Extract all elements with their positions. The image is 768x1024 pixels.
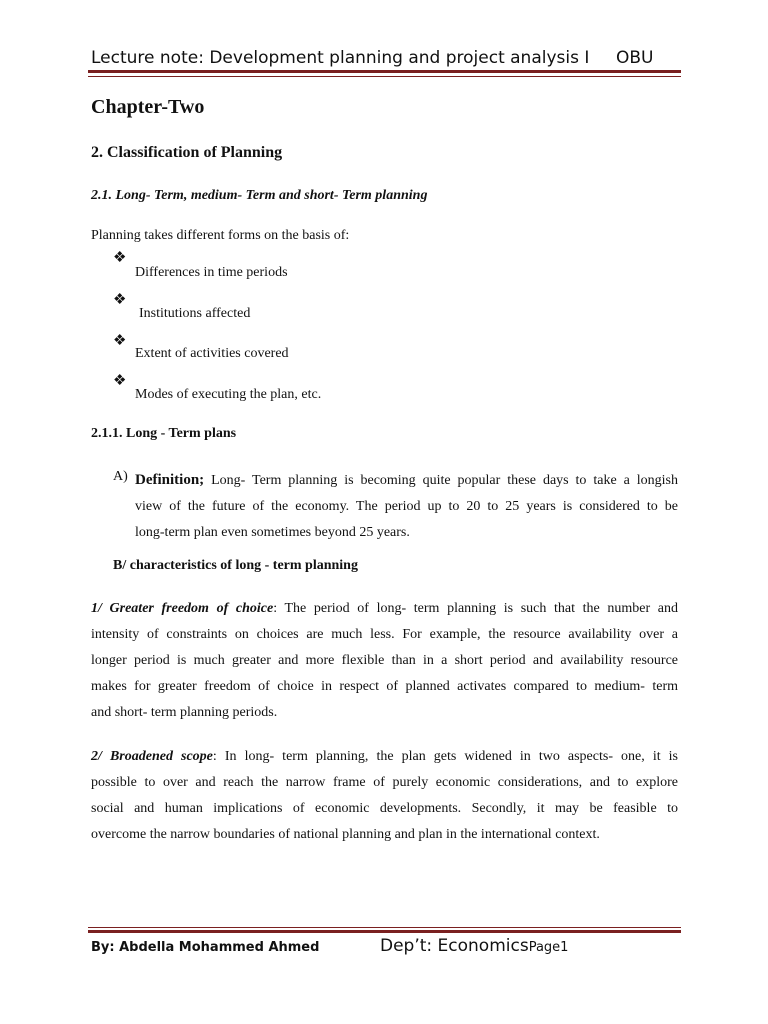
definition-label: Definition;: [135, 472, 205, 488]
section-heading: 2. Classification of Planning: [91, 144, 283, 161]
footer-rule-thin: [88, 927, 681, 928]
footer-rule-thick: [88, 930, 681, 933]
header-institution: OBU: [616, 48, 654, 68]
point1-paragraph: [91, 596, 678, 726]
definition-line: [135, 467, 678, 494]
header-rule-thick: [88, 70, 681, 73]
definition-marker: A): [113, 469, 128, 484]
header-rule-thin: [88, 76, 681, 77]
chapter-title: Chapter-Two: [91, 96, 205, 118]
point1-line: longer period is much greater and more flexible than in a short period and availability resource: [91, 653, 678, 668]
bullet-icon: ❖: [113, 292, 127, 308]
footer-dept-label: Dep’t: Economics: [380, 936, 529, 956]
point2-line: overcome the narrow boundaries of national planning and plan in the international context.: [91, 827, 600, 842]
bullet-item: Differences in time periods: [135, 265, 288, 280]
header-title: Lecture note: Development planning and project analysis I: [91, 48, 590, 68]
definition-block: [135, 467, 678, 546]
point1-line: intensity of constraints on choices are much less. For example, the resource availability over a: [91, 627, 678, 642]
bullet-item: Institutions affected: [139, 306, 251, 321]
bullet-icon: ❖: [113, 373, 127, 389]
point2-label: 2/ Broadened scope: [91, 749, 213, 764]
bullet-icon: ❖: [113, 250, 127, 266]
point1-line: makes for greater freedom of choice in respect of planned activates compared to medium- term: [91, 679, 678, 694]
bullet-icon: ❖: [113, 333, 127, 349]
page-number: Page1: [528, 940, 569, 955]
point2-line-text: : In long- term planning, the plan gets widened in two aspects- one, it is: [212, 749, 679, 764]
point2-paragraph: [91, 744, 678, 848]
point2-line: possible to over and reach the narrow frame of purely economic considerations, and to explore: [91, 775, 678, 790]
point1-label: 1/ Greater freedom of choice: [91, 601, 274, 616]
characteristics-heading: B/ characteristics of long - term planning: [113, 558, 358, 573]
definition-line: long-term plan even sometimes beyond 25 years.: [135, 525, 410, 540]
bullet-item: Extent of activities covered: [135, 346, 289, 361]
subsubsection-heading: 2.1.1. Long - Term plans: [91, 426, 237, 441]
point1-line: [91, 596, 678, 622]
point1-line-text: : The period of long- term planning is such that the number and: [273, 601, 678, 616]
point2-line: [91, 744, 678, 770]
definition-line-text: Long- Term planning is becoming quite popular these days to take a longish: [211, 473, 678, 488]
subsection-heading: 2.1. Long- Term, medium- Term and short- Term planning: [91, 188, 428, 203]
bullet-item: Modes of executing the plan, etc.: [135, 387, 322, 402]
footer-department: [380, 936, 568, 956]
point1-line: and short- term planning periods.: [91, 705, 278, 720]
point2-line: social and human implications of economic developments. Secondly, it may be feasible to: [91, 801, 678, 816]
footer-author: By: Abdella Mohammed Ahmed: [91, 940, 320, 955]
intro-text: Planning takes different forms on the basis of:: [91, 228, 350, 243]
definition-line: view of the future of the economy. The period up to 20 to 25 years is considered to be: [135, 499, 678, 514]
